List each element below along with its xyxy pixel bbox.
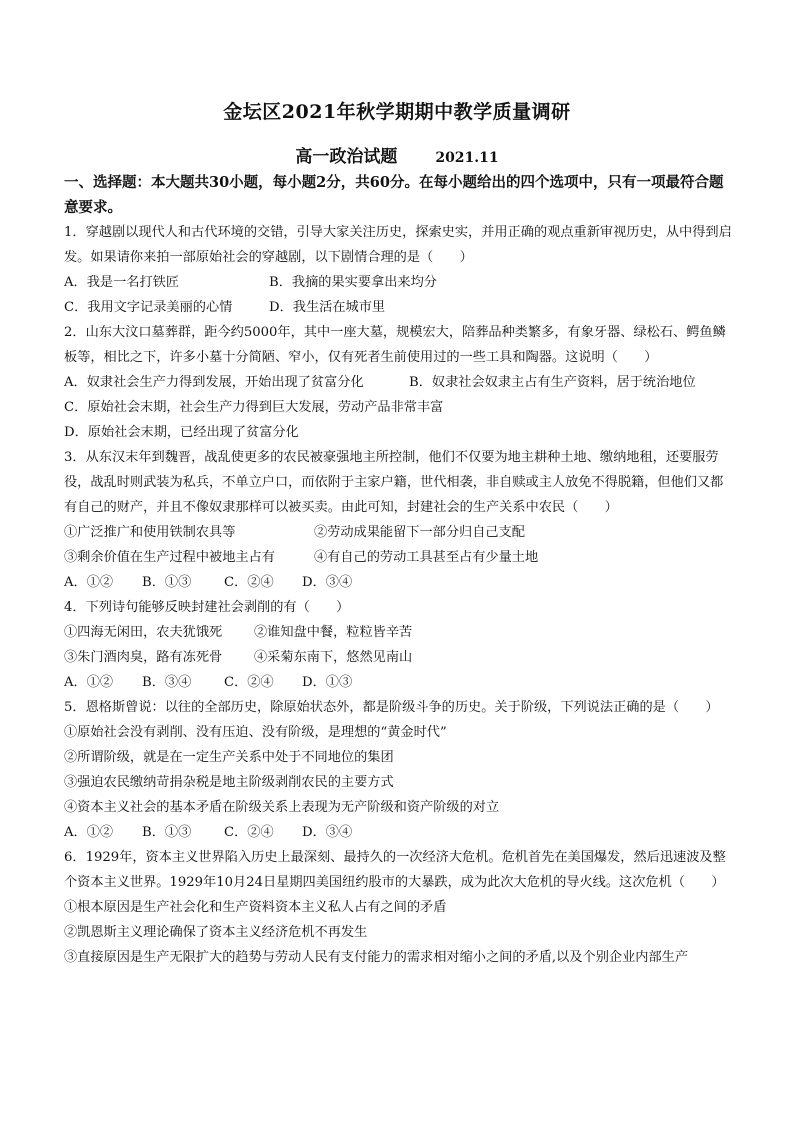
- option-b: B．①③: [142, 575, 192, 590]
- item-1: ①广泛推广和使用铁制农具等: [64, 525, 236, 540]
- question-2-stem: 2．山东大汶口墓葬群，距今约5000年，其中一座大墓，规模宏大，陪葬品种类繁多，有象牙器、绿松石、鳄鱼鳞板等，相比之下，许多小墓十分简陋、窄小，仅有死者生前使用过的一些工具和陶器。这说明（ ）: [64, 325, 726, 365]
- questions: [64, 220, 736, 970]
- question-4-stem: 4．下列诗句能够反映封建社会剥削的有（ ）: [64, 600, 350, 615]
- question-1-options-row-1: [64, 270, 736, 295]
- question-3-options: [64, 570, 736, 595]
- question-4-options: [64, 670, 736, 695]
- item-2: ②凯恩斯主义理论确保了资本主义经济危机不再发生: [64, 925, 368, 940]
- question-6-stem: 6．1929年，资本主义世界陷入历史上最深刻、最持久的一次经济大危机。危机首先在美国爆发，然后迅速波及整个资本主义世界。1929年10月24日星期四美国纽约股市的大暴跌，成为此次大危机的导火线。这次危机（ ）: [64, 850, 726, 890]
- question-2-options-row-1: [64, 370, 736, 395]
- item-4: ④有自己的劳动工具甚至占有少量土地: [314, 550, 539, 565]
- item-2: ②谁知盘中餐，粒粒皆辛苦: [254, 625, 413, 640]
- option-d: D．①③: [302, 675, 353, 690]
- item-1: ①原始社会没有剥削、没有压迫、没有阶级，是理想的“黄金时代”: [64, 725, 447, 740]
- option-b: B．③④: [142, 675, 192, 690]
- item-3: ③剩余价值在生产过程中被地主占有: [64, 550, 275, 565]
- item-2: ②所谓阶级，就是在一定生产关系中处于不同地位的集团: [64, 750, 394, 765]
- item-1: ①四海无闲田，农夫犹饿死: [64, 625, 223, 640]
- item-4: ④采菊东南下，悠然见南山: [254, 650, 413, 665]
- option-b: B．①③: [142, 825, 192, 840]
- item-1: ①根本原因是生产社会化和生产资料资本主义私人占有之间的矛盾: [64, 900, 447, 915]
- question-3-items-row-1: [64, 520, 736, 545]
- option-d: D．③④: [302, 825, 353, 840]
- exam-date: 2021.11: [435, 150, 499, 166]
- question-1-stem: 1．穿越剧以现代人和古代环境的交错，引导大家关注历史，探索史实，并用正确的观点重新审视历史，从中得到启发。如果请你来拍一部原始社会的穿越剧，以下剧情合理的是（ ）: [64, 225, 732, 265]
- question-1-options-row-2: [64, 295, 736, 320]
- section-heading: 一、选择题：本大题共30小题，每小题2分，共60分。在每小题给出的四个选项中，只有一项最符合题意要求。: [64, 174, 724, 216]
- item-3: ③强迫农民缴纳苛捐杂税是地主阶级剥削农民的主要方式: [64, 775, 394, 790]
- option-c: C．②④: [224, 675, 274, 690]
- option-c: C．我用文字记录美丽的心情: [64, 300, 233, 315]
- question-3-stem: 3．从东汉末年到魏晋，战乱使更多的农民被豪强地主所控制，他们不仅要为地主耕种土地、缴纳地租，还要服劳役，战乱时则武装为私兵，不单立户口，而依附于主家户籍，世代相袭，非自赎或主人放免不得脱籍，但他们又都有自己的财产，并且不像奴隶那样可以被买卖。由此可知，封建社会的生产关系中农民（ ）: [64, 450, 724, 515]
- option-c: C．②④: [224, 825, 274, 840]
- option-d: D．③④: [302, 575, 353, 590]
- option-d: D．我生活在城市里: [269, 300, 386, 315]
- item-3: ③朱门酒肉臭，路有冻死骨: [64, 650, 223, 665]
- question-4-items-row-2: [64, 645, 736, 670]
- option-a: A．我是一名打铁匠: [64, 275, 180, 290]
- option-a: A．①②: [64, 825, 114, 840]
- option-b: B．我摘的果实要拿出来均分: [269, 275, 437, 290]
- item-3: ③直接原因是生产无限扩大的趋势与劳动人民有支付能力的需求相对缩小之间的矛盾,以及个别企业内部生产: [64, 950, 689, 965]
- option-c: C．②④: [224, 575, 274, 590]
- option-a: A．奴隶社会生产力得到发展，开始出现了贫富分化: [64, 375, 364, 390]
- exam-title: 金坛区2021年秋学期期中教学质量调研: [223, 101, 571, 123]
- item-4: ④资本主义社会的基本矛盾在阶级关系上表现为无产阶级和资产阶级的对立: [64, 800, 500, 815]
- question-3-items-row-2: [64, 545, 736, 570]
- question-5-stem: 5．恩格斯曾说：以往的全部历史，除原始状态外，都是阶级斗争的历史。关于阶级，下列说法正确的是（ ）: [64, 700, 719, 715]
- exam-subtitle: [0, 142, 794, 167]
- option-c: C．原始社会末期，社会生产力得到巨大发展，劳动产品非常丰富: [64, 400, 444, 415]
- option-a: A．①②: [64, 675, 114, 690]
- option-b: B．奴隶社会奴隶主占有生产资料，居于统治地位: [409, 375, 696, 390]
- question-4-items-row-1: [64, 620, 736, 645]
- subject-title: 高一政治试题: [295, 147, 398, 167]
- question-5-options: [64, 820, 736, 845]
- item-2: ②劳动成果能留下一部分归自己支配: [314, 525, 525, 540]
- option-d: D．原始社会末期，已经出现了贫富分化: [64, 425, 299, 440]
- option-a: A．①②: [64, 575, 114, 590]
